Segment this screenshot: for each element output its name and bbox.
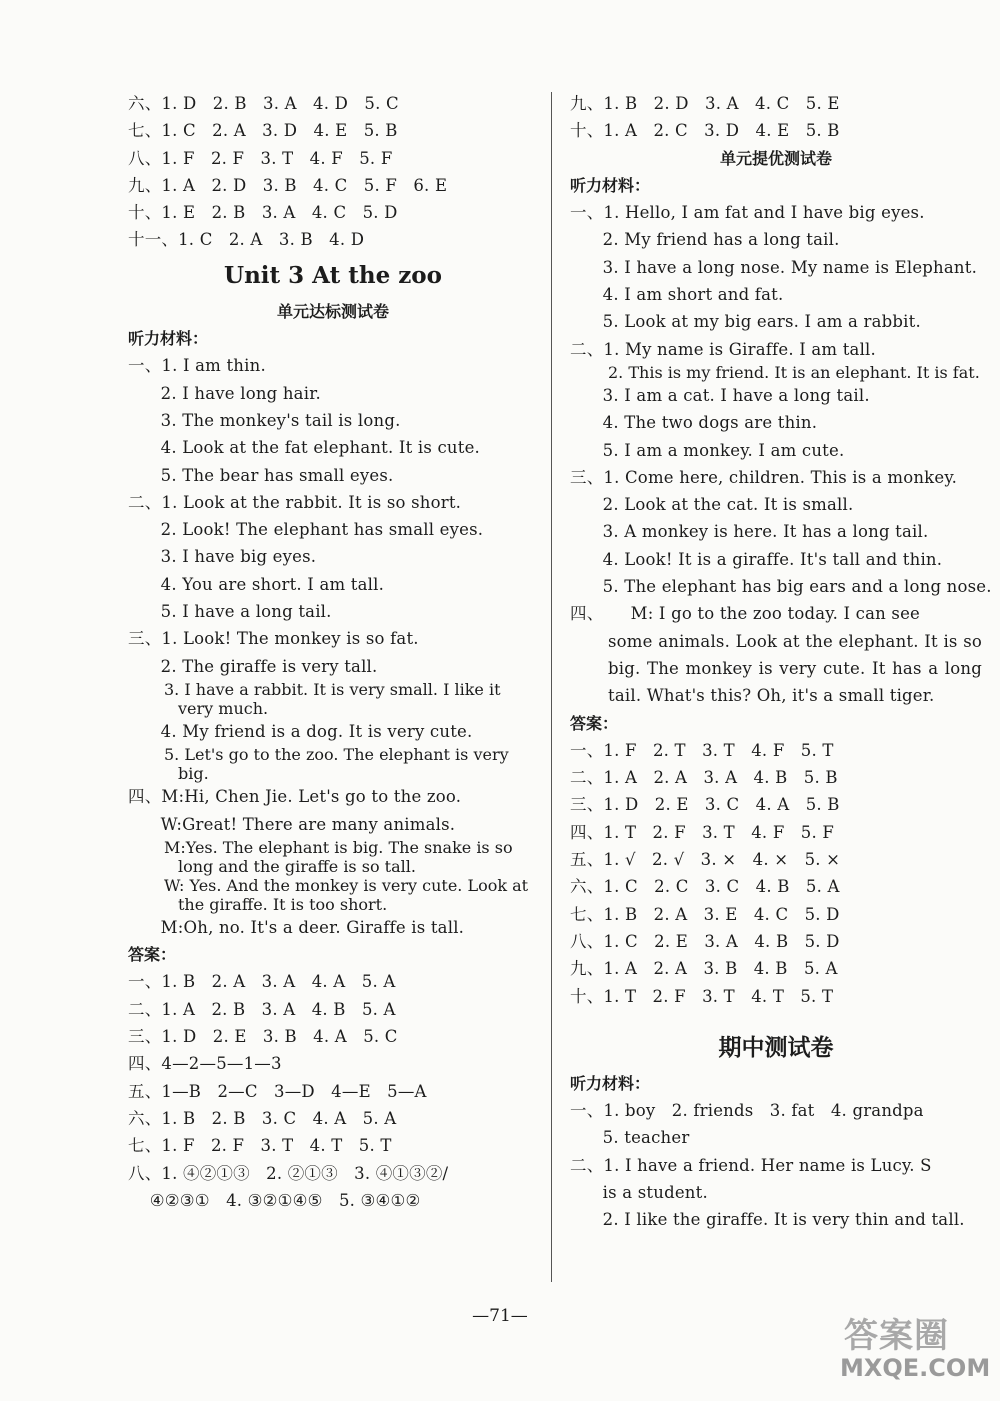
text-line: 一、1. boy 2. friends 3. fat 4. grandpa xyxy=(570,1101,924,1121)
text-line: 十、1. E 2. B 3. A 4. C 5. D xyxy=(128,203,398,223)
watermark-text: 答案圈 xyxy=(844,1316,949,1356)
left-section-title: 单元达标测试卷 xyxy=(276,301,389,321)
text-line: 二、1. A 2. B 3. A 4. B 5. A xyxy=(128,999,396,1019)
left-answer-label: 答案： xyxy=(128,945,177,965)
text-line: 5. The elephant has big ears and a long nose. xyxy=(570,577,992,597)
text-line: 2. I have long hair. xyxy=(128,383,321,403)
text-line: 2. I like the giraffe. It is very thin and tall. xyxy=(570,1210,965,1230)
text-line: 六、1. B 2. B 3. C 4. A 5. A xyxy=(128,1108,397,1128)
text-line: 八、1. F 2. F 3. T 4. F 5. F xyxy=(128,148,393,168)
midterm-title: 期中测试卷 xyxy=(718,1034,834,1061)
text-line: 四、4—2—5—1—3 xyxy=(128,1054,282,1074)
watermark-logo xyxy=(836,1308,991,1392)
text-line: 四、M:Hi, Chen Jie. Let's go to the zoo. xyxy=(128,787,462,807)
text-line: 五、1. √ 2. √ 3. × 4. × 5. × xyxy=(570,850,841,870)
text-line: 二、1. A 2. A 3. A 4. B 5. B xyxy=(570,768,838,788)
text-line: 4. Look at the fat elephant. It is cute. xyxy=(128,438,480,458)
text-line: is a student. xyxy=(570,1182,708,1202)
text-line: 2. Look at the cat. It is small. xyxy=(570,495,854,515)
left-top-answers xyxy=(128,90,538,254)
text-line: 七、1. B 2. A 3. E 4. C 5. D xyxy=(570,904,840,924)
column-divider xyxy=(551,92,552,1282)
text-line: 二、1. I have a friend. Her name is Lucy. S xyxy=(570,1155,932,1175)
text-line: 五、1—B 2—C 3—D 4—E 5—A xyxy=(128,1081,427,1101)
left-listening-label: 听力材料： xyxy=(128,329,209,349)
text-line: 3. I am a cat. I have a long tail. xyxy=(570,385,870,405)
text-line: 4. You are short. I am tall. xyxy=(128,574,385,594)
text-line: 十一、1. C 2. A 3. B 4. D xyxy=(128,230,365,250)
text-line: 八、1. ④②①③ 2. ②①③ 3. ④①③②/ xyxy=(128,1163,449,1183)
text-line: 3. I have a rabbit. It is very small. I like it very much. xyxy=(164,679,501,718)
text-line: 二、1. Look at the rabbit. It is so short. xyxy=(128,492,462,512)
right-answer-label: 答案： xyxy=(570,713,619,733)
text-line: 九、1. B 2. D 3. A 4. C 5. E xyxy=(570,94,840,113)
text-line: 5. Let's go to the zoo. The elephant is very big. xyxy=(164,745,509,784)
text-line: 3. The monkey's tail is long. xyxy=(128,410,401,430)
text-line: M:Oh, no. It's a deer. Giraffe is tall. xyxy=(128,917,465,937)
text-line: 四、1. T 2. F 3. T 4. F 5. F xyxy=(570,822,835,842)
text-line: W: Yes. And the monkey is very cute. Look at the giraffe. It is too short. xyxy=(164,875,529,914)
text-line: 5. teacher xyxy=(570,1128,690,1148)
text-line: 六、1. D 2. B 3. A 4. D 5. C xyxy=(128,94,399,113)
text-line: 5. Look at my big ears. I am a rabbit. xyxy=(570,312,921,332)
text-line: 5. I am a monkey. I am cute. xyxy=(570,440,845,460)
right-section-title: 单元提优测试卷 xyxy=(719,148,832,168)
right-listening-label: 听力材料： xyxy=(570,175,651,195)
text-line: 4. I am short and fat. xyxy=(570,285,784,305)
page-number: —71— xyxy=(472,1306,528,1326)
text-line: 七、1. F 2. F 3. T 4. T 5. T xyxy=(128,1136,392,1156)
right-top-answers xyxy=(570,90,982,145)
text-line: 一、1. F 2. T 3. T 4. F 5. T xyxy=(570,740,834,760)
text-line: 4. My friend is a dog. It is very cute. xyxy=(128,721,473,741)
text-line: 七、1. C 2. A 3. D 4. E 5. B xyxy=(128,121,398,141)
text-line: 2. My friend has a long tail. xyxy=(570,230,840,250)
text-line: ④②③① 4. ③②①④⑤ 5. ③④①② xyxy=(128,1190,421,1210)
text-line: 5. I have a long tail. xyxy=(128,602,332,622)
text-line: 一、1. B 2. A 3. A 4. A 5. A xyxy=(128,972,396,992)
right-answers xyxy=(570,737,982,1010)
text-line: 三、1. Come here, children. This is a monkey. xyxy=(570,467,958,487)
text-line: 3. I have a long nose. My name is Elephant. xyxy=(570,257,978,277)
text-line: 一、1. I am thin. xyxy=(128,356,266,376)
left-listening xyxy=(128,352,538,941)
left-answers xyxy=(128,968,538,1214)
text-line: 六、1. C 2. C 3. C 4. B 5. A xyxy=(570,877,840,897)
text-line: 2. The giraffe is very tall. xyxy=(128,656,378,676)
text-line: 2. Look! The elephant has small eyes. xyxy=(128,520,484,540)
text-line: 三、1. D 2. E 3. C 4. A 5. B xyxy=(570,795,840,815)
text-line: 一、1. Hello, I am fat and I have big eyes. xyxy=(570,203,925,223)
unit-title: Unit 3 At the zoo xyxy=(224,261,442,289)
text-line: 八、1. C 2. E 3. A 4. B 5. D xyxy=(570,931,840,951)
text-line: 2. This is my friend. It is an elephant. It is fat. xyxy=(608,362,980,382)
text-line: 3. A monkey is here. It has a long tail. xyxy=(570,522,929,542)
text-line: 九、1. A 2. A 3. B 4. B 5. A xyxy=(570,959,838,979)
watermark-url: MXQE.COM xyxy=(840,1354,991,1382)
text-line: 四、 M: I go to the zoo today. I can see xyxy=(570,604,921,624)
text-line: 3. I have big eyes. xyxy=(128,547,317,567)
text-line: 十、1. T 2. F 3. T 4. T 5. T xyxy=(570,986,834,1006)
text-line: 十、1. A 2. C 3. D 4. E 5. B xyxy=(570,121,840,141)
text-line: 三、1. D 2. E 3. B 4. A 5. C xyxy=(128,1027,398,1047)
text-line: 二、1. My name is Giraffe. I am tall. xyxy=(570,339,876,359)
text-line: M:Yes. The elephant is big. The snake is so long and the giraffe is so tall. xyxy=(164,837,513,876)
midterm-listening-label: 听力材料： xyxy=(570,1073,651,1093)
text-line: 5. The bear has small eyes. xyxy=(128,465,394,485)
text-line: 三、1. Look! The monkey is so fat. xyxy=(128,629,419,649)
text-line: W:Great! There are many animals. xyxy=(128,814,456,834)
text-line: 九、1. A 2. D 3. B 4. C 5. F 6. E xyxy=(128,175,448,195)
right-listening xyxy=(570,199,992,709)
right-column xyxy=(570,90,992,1234)
text-line: 4. Look! It is a giraffe. It's tall and thin. xyxy=(570,549,943,569)
midterm-listening xyxy=(570,1097,982,1233)
left-column xyxy=(128,90,538,1214)
text-line: some animals. Look at the elephant. It is so big. The monkey is very cute. It has a long tail. What's this? Oh, it's a small tiger. xyxy=(608,631,982,706)
text-line: 4. The two dogs are thin. xyxy=(570,413,818,433)
